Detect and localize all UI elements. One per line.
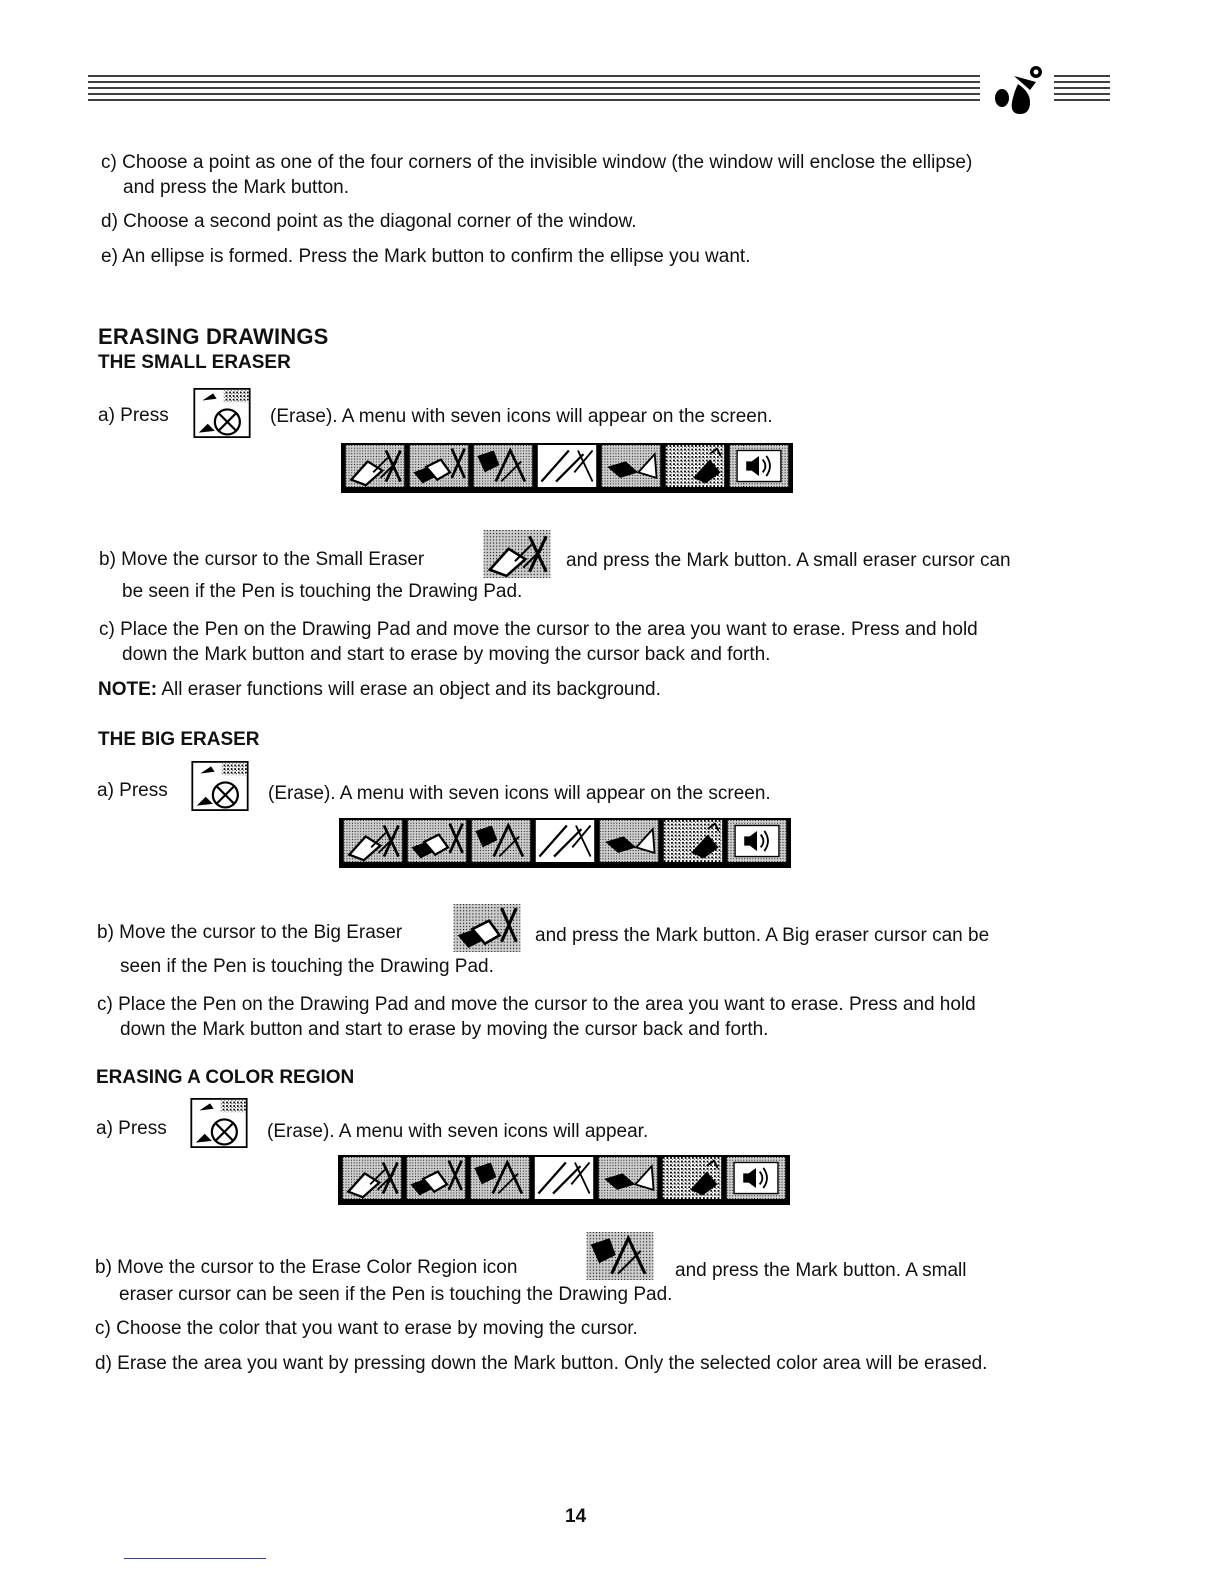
erase-fill-icon: [599, 445, 663, 487]
color-region-step-c: c) Choose the color that you want to erase by moving the cursor.: [95, 1318, 638, 1339]
sound-icon: [725, 820, 789, 862]
erase-menu: [338, 1155, 790, 1205]
big-eraser-step-c-cont: down the Mark button and start to erase by moving the cursor back and forth.: [120, 1019, 769, 1040]
big-eraser-step-c: c) Place the Pen on the Drawing Pad and move the cursor to the area you want to erase. Press and hold: [97, 994, 976, 1015]
small-eraser-icon: [341, 820, 405, 862]
small-eraser-step-a-pre: a) Press: [98, 405, 169, 426]
small-eraser-icon: [482, 530, 552, 578]
erase-icon: [190, 388, 254, 438]
color-region-step-b-pre: b) Move the cursor to the Erase Color Region icon: [95, 1257, 518, 1278]
footer-rule: [124, 1558, 266, 1559]
erase-menu: [341, 443, 793, 493]
big-eraser-step-b-post: and press the Mark button. A Big eraser cursor can be: [535, 925, 990, 946]
section-title: ERASING DRAWINGS: [98, 324, 329, 349]
small-eraser-step-b-post: and press the Mark button. A small eraser cursor can: [566, 550, 1011, 571]
big-eraser-icon: [452, 904, 522, 952]
page-number: 14: [565, 1506, 587, 1527]
intro-step-e: e) An ellipse is formed. Press the Mark button to confirm the ellipse you want.: [101, 246, 751, 267]
erase-line-icon: [535, 445, 599, 487]
small-eraser-icon: [343, 445, 407, 487]
erase-all-icon: [660, 1157, 724, 1199]
erase-color-region-icon: [468, 1157, 532, 1199]
erase-line-icon: [533, 820, 597, 862]
big-eraser-icon: [404, 1157, 468, 1199]
color-region-step-a-pre: a) Press: [96, 1118, 167, 1139]
small-eraser-icon: [340, 1157, 404, 1199]
small-eraser-step-b-pre: b) Move the cursor to the Small Eraser: [99, 549, 425, 570]
erase-color-region-icon: [469, 820, 533, 862]
big-eraser-step-b-cont: seen if the Pen is touching the Drawing Pad.: [120, 956, 494, 977]
small-eraser-step-c-cont: down the Mark button and start to erase by moving the cursor back and forth.: [122, 644, 771, 665]
note-text: All eraser functions will erase an object and its background.: [161, 679, 661, 700]
sound-icon: [724, 1157, 788, 1199]
intro-step-d: d) Choose a second point as the diagonal corner of the window.: [101, 211, 637, 232]
erase-fill-icon: [597, 820, 661, 862]
color-region-step-b-post: and press the Mark button. A small: [675, 1260, 967, 1281]
erase-menu: [339, 818, 791, 868]
erase-icon: [187, 1098, 251, 1148]
small-eraser-heading: THE SMALL ERASER: [98, 352, 291, 373]
color-region-step-b-cont: eraser cursor can be seen if the Pen is touching the Drawing Pad.: [119, 1284, 673, 1305]
big-eraser-step-a-pre: a) Press: [97, 780, 168, 801]
big-eraser-heading: THE BIG ERASER: [98, 729, 260, 750]
drop-logo-icon: [986, 62, 1058, 118]
big-eraser-icon: [405, 820, 469, 862]
small-eraser-step-a-post: (Erase). A menu with seven icons will appear on the screen.: [270, 406, 773, 427]
erase-all-icon: [661, 820, 725, 862]
big-eraser-step-a-post: (Erase). A menu with seven icons will appear on the screen.: [268, 783, 771, 804]
small-eraser-step-c: c) Place the Pen on the Drawing Pad and move the cursor to the area you want to erase. Press and hold: [99, 619, 978, 640]
big-eraser-icon: [407, 445, 471, 487]
intro-step-c: c) Choose a point as one of the four corners of the invisible window (the window will enclose the ellipse): [101, 152, 973, 173]
erase-color-region-icon: [584, 1232, 656, 1280]
color-region-heading: ERASING A COLOR REGION: [96, 1067, 355, 1088]
color-region-step-d: d) Erase the area you want by pressing down the Mark button. Only the selected color area will be erased.: [95, 1353, 988, 1374]
note-label: NOTE:: [98, 679, 158, 700]
sound-icon: [727, 445, 791, 487]
color-region-step-a-post: (Erase). A menu with seven icons will appear.: [267, 1121, 649, 1142]
intro-step-c-cont: and press the Mark button.: [123, 177, 350, 198]
erase-icon: [188, 761, 252, 811]
erase-fill-icon: [596, 1157, 660, 1199]
erase-line-icon: [532, 1157, 596, 1199]
note: [98, 679, 661, 701]
erase-color-region-icon: [471, 445, 535, 487]
big-eraser-step-b-pre: b) Move the cursor to the Big Eraser: [97, 922, 403, 943]
erase-all-icon: [663, 445, 727, 487]
header-rules: [88, 70, 1110, 110]
small-eraser-step-b-cont: be seen if the Pen is touching the Drawing Pad.: [122, 581, 523, 602]
